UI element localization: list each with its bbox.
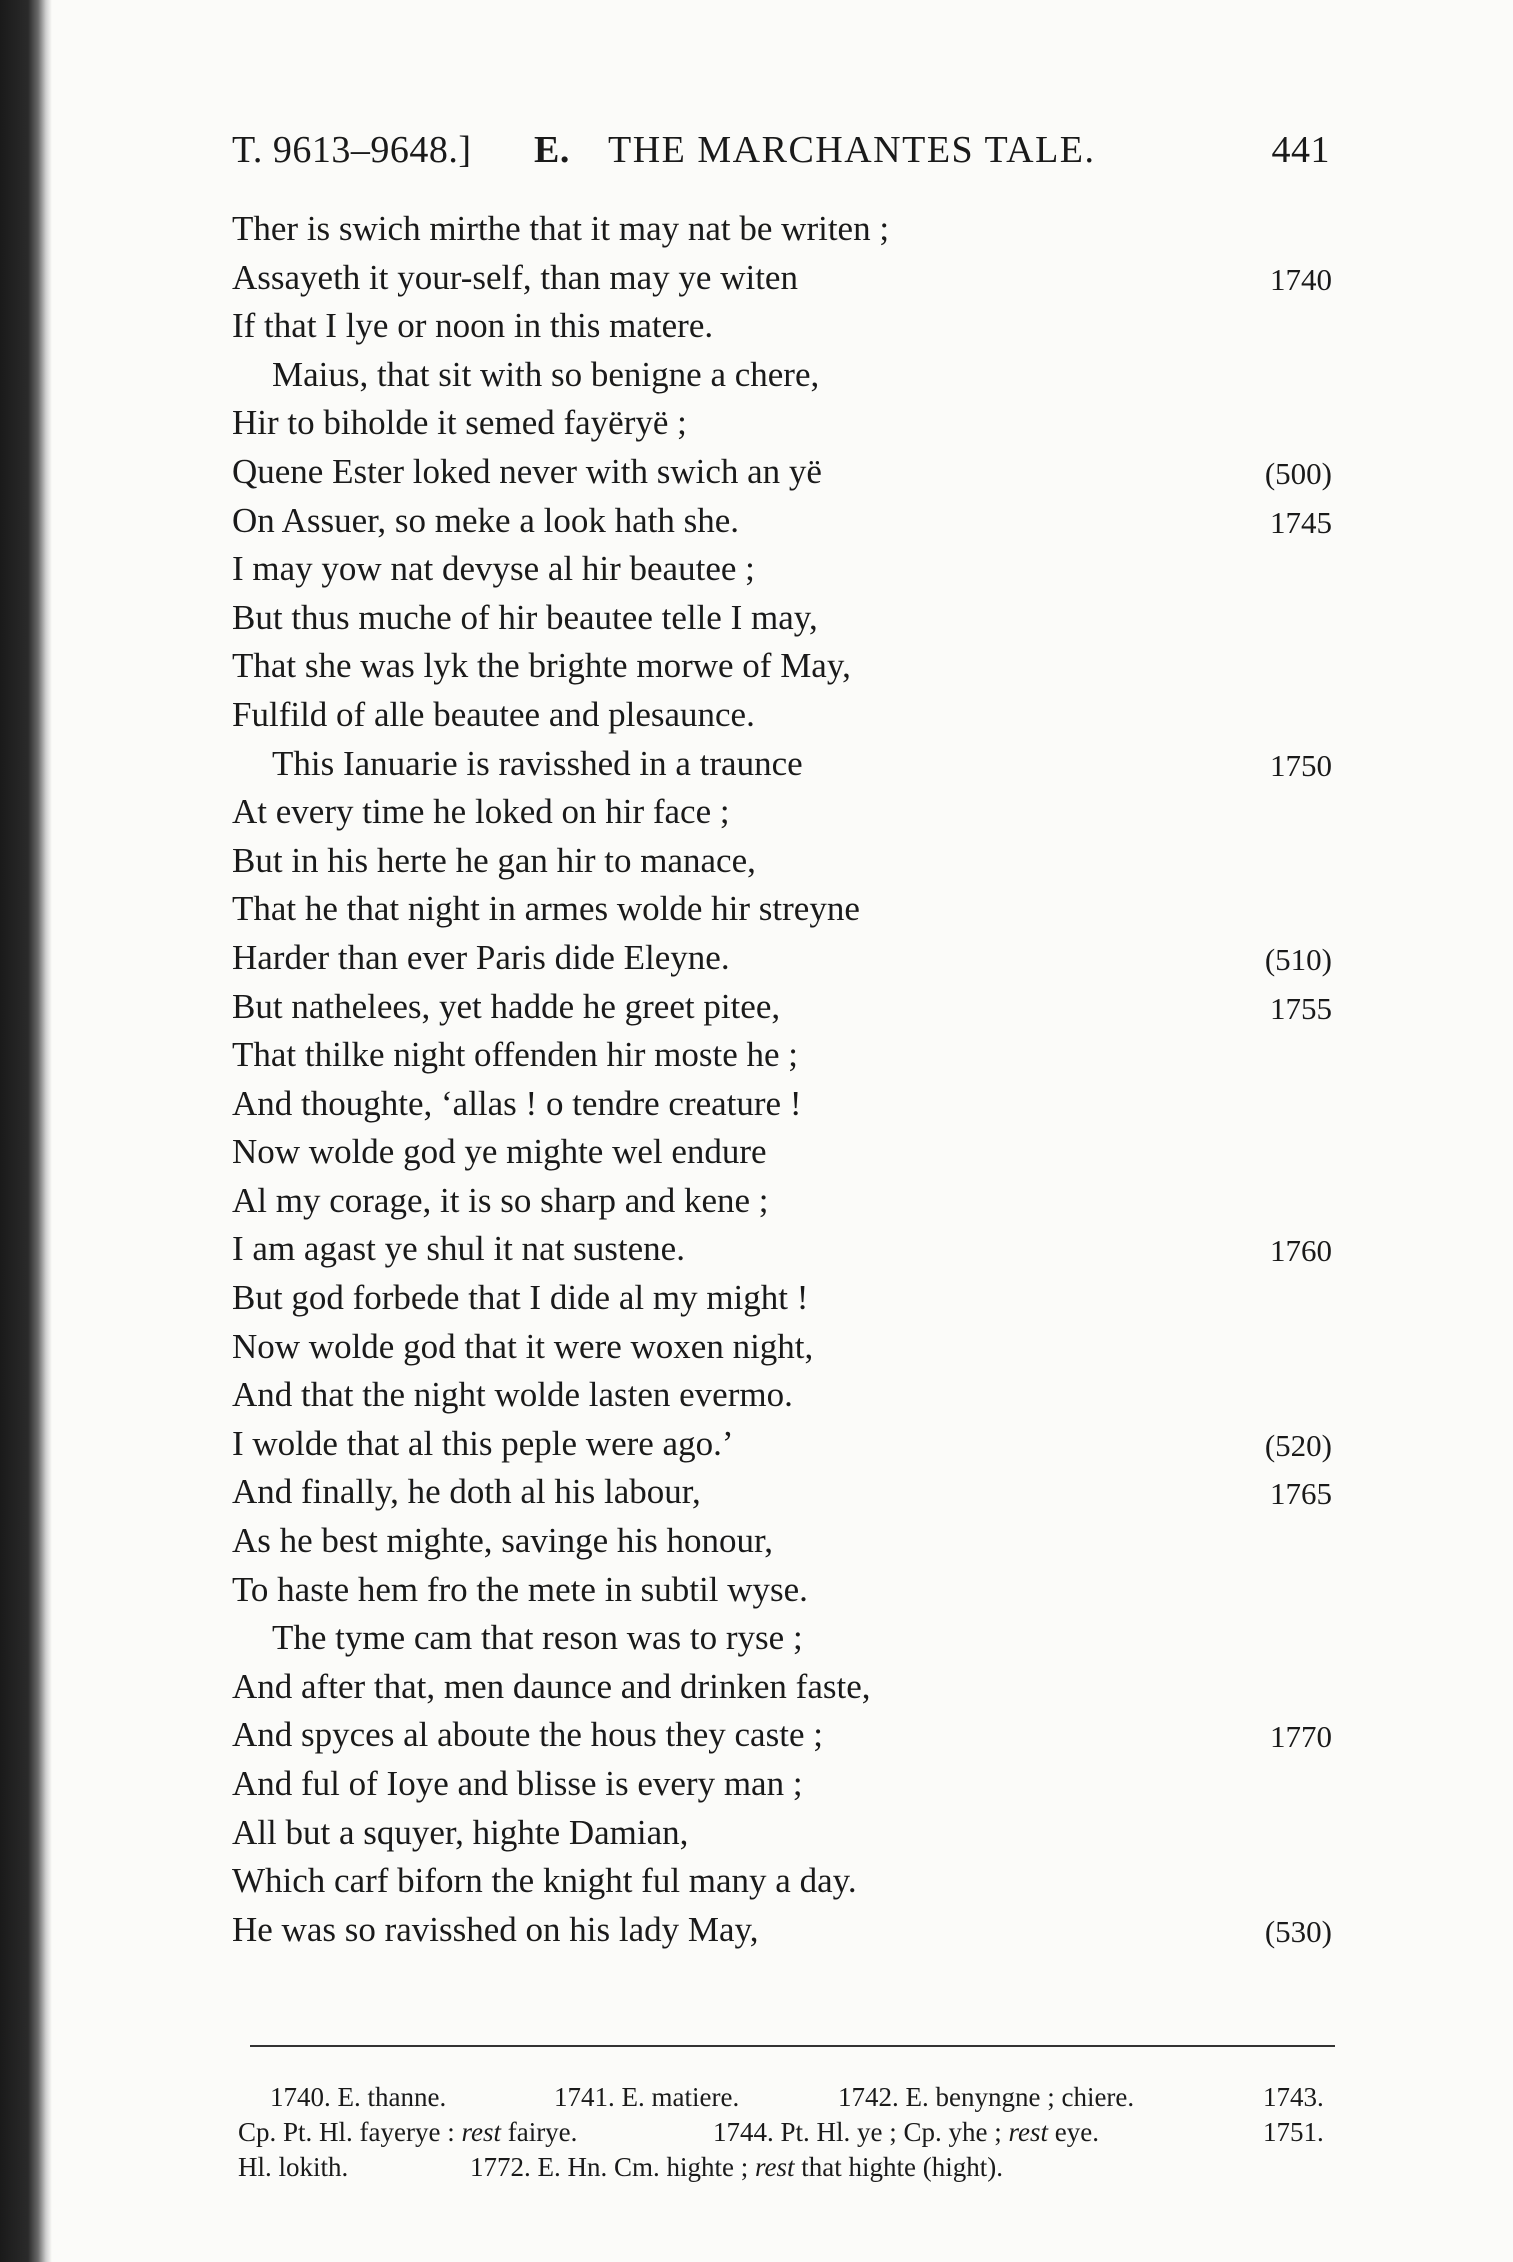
verse-line-text: Maius, that sit with so benigne a chere, <box>272 354 820 394</box>
footnotes <box>238 2080 1338 2185</box>
verse-line-text: If that I lye or noon in this matere. <box>232 306 714 346</box>
footnote-segment: fairye. <box>507 2117 578 2147</box>
footnote-1743: 1743. <box>1263 2082 1324 2112</box>
footnote-line <box>238 2115 1338 2150</box>
verse-line <box>232 642 1332 691</box>
footnote-text <box>238 2115 577 2150</box>
verse-line-text: But in his herte he gan hir to manace, <box>232 840 756 880</box>
verse-line <box>232 1128 1332 1177</box>
footnote-segment: Cp. Pt. Hl. fayerye : <box>238 2117 455 2147</box>
verse-line <box>232 205 1332 254</box>
verse-line <box>232 1663 1332 1712</box>
verse-line <box>232 1614 1332 1663</box>
verse-line-text: This Ianuarie is ravisshed in a traunce <box>272 743 803 783</box>
verse-line <box>232 1906 1332 1955</box>
page-number: 441 <box>1271 129 1330 171</box>
line-number: 1750 <box>1270 747 1332 783</box>
verse-line-text: But god forbede that I dide al my might ! <box>232 1278 809 1318</box>
verse-line-text: At every time he loked on hir face ; <box>232 792 730 832</box>
verse-line <box>232 691 1332 740</box>
footnote-line <box>238 2150 1338 2185</box>
verse-line <box>232 448 1332 497</box>
line-number: (530) <box>1264 1913 1332 1949</box>
verse-line <box>232 545 1332 594</box>
verse-line <box>232 1080 1332 1129</box>
footnote-1751-text: Hl. lokith. <box>238 2152 349 2182</box>
verse-line-text: As he best mighte, savinge his honour, <box>232 1521 774 1561</box>
footnote-1740: 1740. E. thanne. <box>270 2082 447 2112</box>
verse-line-text: I may yow nat devyse al hir beautee ; <box>232 549 755 589</box>
footnote-1742: 1742. E. benyngne ; chiere. <box>838 2082 1135 2112</box>
verse-text <box>232 205 1332 1954</box>
verse-line-text: That he that night in armes wolde hir streyne <box>232 889 860 929</box>
verse-line <box>232 934 1332 983</box>
line-number: 1745 <box>1270 504 1332 540</box>
line-number: 1760 <box>1270 1233 1332 1269</box>
footnote-segment: 1772. E. Hn. Cm. highte ; <box>470 2152 749 2182</box>
verse-line <box>232 594 1332 643</box>
line-number: 1765 <box>1270 1476 1332 1512</box>
verse-line <box>232 1566 1332 1615</box>
verse-line-text: Al my corage, it is so sharp and kene ; <box>232 1180 769 1220</box>
line-number: (500) <box>1264 455 1332 491</box>
verse-line <box>232 1711 1332 1760</box>
verse-line <box>232 837 1332 886</box>
footnote-divider <box>250 2045 1335 2047</box>
verse-line-text: And spyces al aboute the hous they caste ; <box>232 1715 823 1755</box>
verse-line-text: I am agast ye shul it nat sustene. <box>232 1229 685 1269</box>
verse-line-text: Quene Ester loked never with swich an yë <box>232 451 822 491</box>
verse-line-text: Hir to biholde it semed fayëryë ; <box>232 403 687 443</box>
footnote-1744 <box>713 2115 1099 2150</box>
verse-line <box>232 983 1332 1032</box>
footnote-1741: 1741. E. matiere. <box>554 2082 740 2112</box>
verse-line <box>232 1468 1332 1517</box>
verse-line-text: And thoughte, ‘allas ! o tendre creature ! <box>232 1083 802 1123</box>
line-number: 1755 <box>1270 990 1332 1026</box>
footnote-rest-italic: rest <box>1008 2117 1048 2147</box>
verse-line <box>232 1371 1332 1420</box>
verse-line-text: That she was lyk the brighte morwe of May, <box>232 646 851 686</box>
verse-line <box>232 399 1332 448</box>
verse-line <box>232 1809 1332 1858</box>
fragment-mark: E. <box>534 129 570 171</box>
verse-line <box>232 254 1332 303</box>
line-number: 1740 <box>1270 261 1332 297</box>
verse-line <box>232 497 1332 546</box>
verse-line-text: The tyme cam that reson was to ryse ; <box>272 1618 803 1658</box>
verse-line-text: Assayeth it your-self, than may ye witen <box>232 257 798 297</box>
verse-line <box>232 788 1332 837</box>
verse-line <box>232 740 1332 789</box>
verse-line <box>232 1420 1332 1469</box>
running-header <box>232 118 1332 178</box>
verse-line-text: That thilke night offenden hir moste he ; <box>232 1035 799 1075</box>
verse-line-text: To haste hem fro the mete in subtil wyse. <box>232 1569 808 1609</box>
verse-line-text: On Assuer, so meke a look hath she. <box>232 500 739 540</box>
verse-line-text: And finally, he doth al his labour, <box>232 1472 701 1512</box>
footnote-1772 <box>470 2150 1003 2185</box>
verse-line-text: And ful of Ioye and blisse is every man ; <box>232 1764 803 1803</box>
footnote-segment: eye. <box>1054 2117 1099 2147</box>
verse-line <box>232 885 1332 934</box>
footnote-segment: that highte (hight). <box>801 2152 1003 2182</box>
verse-line <box>232 1323 1332 1372</box>
verse-line-text: All but a squyer, highte Damian, <box>232 1812 689 1852</box>
verse-line-text: Which carf biforn the knight ful many a day. <box>232 1861 857 1901</box>
line-number: 1770 <box>1270 1719 1332 1755</box>
footnote-rest-italic: rest <box>461 2117 501 2147</box>
verse-line <box>232 1857 1332 1906</box>
verse-line-text: Now wolde god ye mighte wel endure <box>232 1132 767 1172</box>
footnote-segment: 1744. Pt. Hl. ye ; Cp. yhe ; <box>713 2117 1002 2147</box>
footnote-1751: 1751. <box>1263 2117 1324 2147</box>
footnote-line <box>238 2080 1338 2115</box>
verse-line <box>232 1177 1332 1226</box>
verse-line-text: I wolde that al this peple were ago.’ <box>232 1423 734 1463</box>
verse-line-text: But nathelees, yet hadde he greet pitee, <box>232 986 781 1026</box>
verse-line-text: Harder than ever Paris dide Eleyne. <box>232 937 730 977</box>
verse-line-text: Fulfild of alle beautee and plesaunce. <box>232 694 755 734</box>
verse-line <box>232 1225 1332 1274</box>
line-number: (520) <box>1264 1427 1332 1463</box>
book-binding-edge <box>0 0 52 2262</box>
verse-line-text: But thus muche of hir beautee telle I may, <box>232 597 818 637</box>
verse-line <box>232 1517 1332 1566</box>
page-title: THE MARCHANTES TALE. <box>608 129 1096 171</box>
verse-line-text: He was so ravisshed on his lady May, <box>232 1909 759 1949</box>
verse-line <box>232 1274 1332 1323</box>
verse-line-text: Ther is swich mirthe that it may nat be writen ; <box>232 209 890 248</box>
verse-line <box>232 351 1332 400</box>
verse-line-text: And after that, men daunce and drinken faste, <box>232 1666 871 1706</box>
verse-line <box>232 1031 1332 1080</box>
verse-line-text: Now wolde god that it were woxen night, <box>232 1326 814 1366</box>
line-reference: T. 9613–9648.] <box>232 129 472 171</box>
verse-line <box>232 1760 1332 1809</box>
footnote-rest-italic: rest <box>755 2152 795 2182</box>
line-number: (510) <box>1264 941 1332 977</box>
verse-line <box>232 302 1332 351</box>
verse-line-text: And that the night wolde lasten evermo. <box>232 1375 793 1415</box>
